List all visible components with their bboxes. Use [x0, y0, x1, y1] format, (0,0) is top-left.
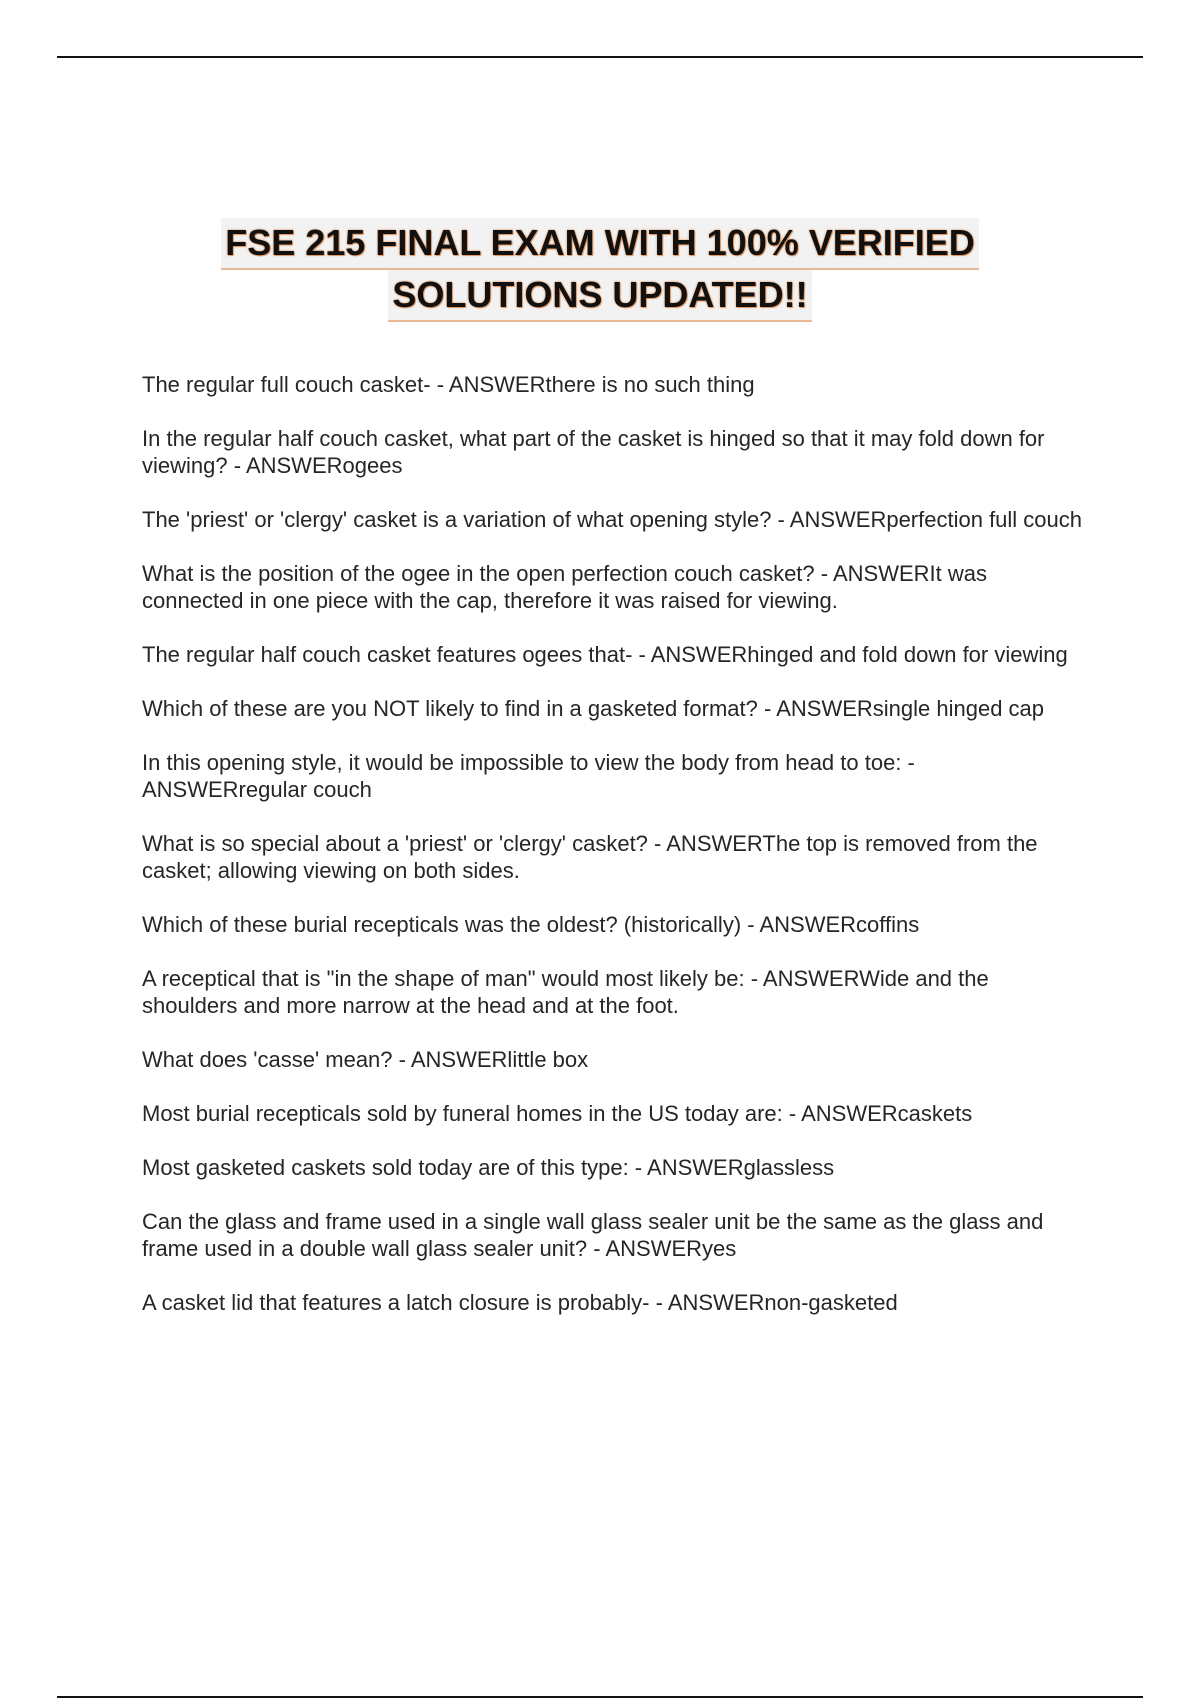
qa-item: In this opening style, it would be impossible to view the body from head to toe: - ANSWERregular couch — [142, 750, 915, 802]
qa-item: Can the glass and frame used in a single wall glass sealer unit be the same as the glass and frame used in a double wall glass sealer unit? - ANSWERyes — [142, 1209, 1044, 1261]
qa-item: In the regular half couch casket, what part of the casket is hinged so that it may fold down for viewing? - ANSWERogees — [142, 426, 1045, 478]
qa-item: Most burial recepticals sold by funeral homes in the US today are: - ANSWERcaskets — [142, 1101, 973, 1126]
qa-item: What is the position of the ogee in the open perfection couch casket? - ANSWERIt was connected in one piece with the cap, therefore it was raised for viewing. — [142, 561, 988, 613]
qa-list — [142, 371, 1082, 1343]
qa-item: A casket lid that features a latch closure is probably- - ANSWERnon-gasketed — [142, 1290, 898, 1315]
qa-item: Which of these burial recepticals was the oldest? (historically) - ANSWERcoffins — [142, 912, 920, 937]
qa-item: The 'priest' or 'clergy' casket is a variation of what opening style? - ANSWERperfection full couch — [142, 507, 1083, 532]
qa-item: The regular full couch casket- - ANSWERthere is no such thing — [142, 372, 755, 397]
qa-item: Which of these are you NOT likely to find in a gasketed format? - ANSWERsingle hinged cap — [142, 696, 1045, 721]
footer-rule — [57, 1696, 1143, 1698]
qa-item: The regular half couch casket features ogees that- - ANSWERhinged and fold down for viewing — [142, 642, 1068, 667]
title-line-1: FSE 215 FINAL EXAM WITH 100% VERIFIED — [221, 218, 979, 270]
qa-item: A receptical that is "in the shape of man" would most likely be: - ANSWERWide and the shoulders and more narrow at the head and at the foot. — [142, 966, 989, 1018]
qa-item: Most gasketed caskets sold today are of this type: - ANSWERglassless — [142, 1155, 835, 1180]
title-line-2: SOLUTIONS UPDATED!! — [388, 270, 811, 322]
document-title — [0, 218, 1200, 322]
qa-item: What does 'casse' mean? - ANSWERlittle box — [142, 1047, 589, 1072]
header-rule — [57, 56, 1143, 58]
qa-item: What is so special about a 'priest' or 'clergy' casket? - ANSWERThe top is removed from the casket; allowing viewing on both sides. — [142, 831, 1038, 883]
